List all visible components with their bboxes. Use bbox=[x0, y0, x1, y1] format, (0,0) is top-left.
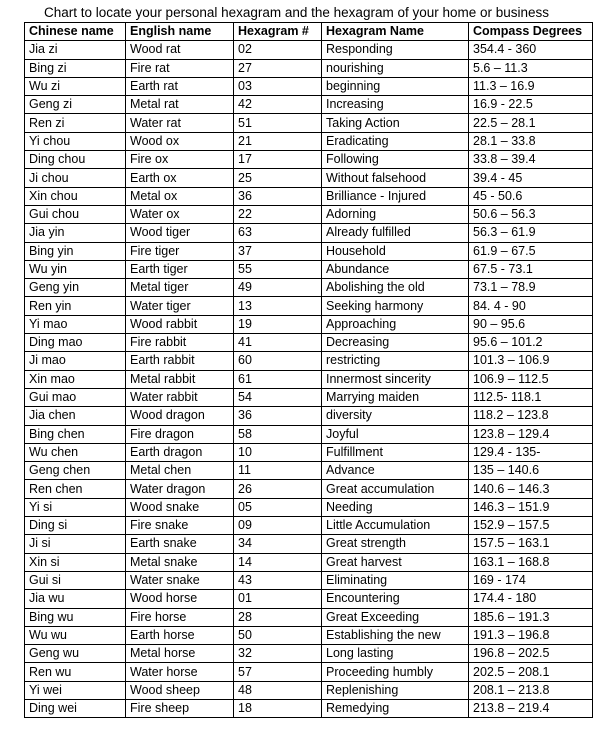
chinese-name-cell: Xin mao bbox=[25, 370, 126, 388]
hexagram-number-cell: 26 bbox=[234, 480, 322, 498]
compass-degrees-cell: 213.8 – 219.4 bbox=[469, 699, 593, 717]
hexagram-table bbox=[24, 22, 593, 718]
chinese-name-cell: Wu chen bbox=[25, 443, 126, 461]
table-row bbox=[25, 205, 593, 223]
chinese-name-cell: Bing wu bbox=[25, 608, 126, 626]
compass-degrees-cell: 169 - 174 bbox=[469, 571, 593, 589]
hexagram-name-cell: Needing bbox=[322, 498, 469, 516]
chinese-name-cell: Bing zi bbox=[25, 59, 126, 77]
table-row bbox=[25, 370, 593, 388]
hexagram-number-cell: 48 bbox=[234, 681, 322, 699]
chinese-name-cell: Ji si bbox=[25, 535, 126, 553]
table-row bbox=[25, 334, 593, 352]
hexagram-name-cell: Following bbox=[322, 151, 469, 169]
table-row bbox=[25, 59, 593, 77]
compass-degrees-cell: 208.1 – 213.8 bbox=[469, 681, 593, 699]
table-row bbox=[25, 443, 593, 461]
compass-degrees-cell: 202.5 – 208.1 bbox=[469, 663, 593, 681]
hexagram-number-cell: 25 bbox=[234, 169, 322, 187]
english-name-cell: Metal ox bbox=[126, 187, 234, 205]
compass-degrees-cell: 39.4 - 45 bbox=[469, 169, 593, 187]
hexagram-name-cell: Joyful bbox=[322, 425, 469, 443]
english-name-cell: Earth horse bbox=[126, 626, 234, 644]
english-name-cell: Water rabbit bbox=[126, 388, 234, 406]
hexagram-name-cell: Little Accumulation bbox=[322, 517, 469, 535]
english-name-cell: Fire snake bbox=[126, 517, 234, 535]
header-english-name: English name bbox=[126, 23, 234, 41]
chinese-name-cell: Yi wei bbox=[25, 681, 126, 699]
table-row bbox=[25, 535, 593, 553]
chinese-name-cell: Wu wu bbox=[25, 626, 126, 644]
chinese-name-cell: Yi chou bbox=[25, 132, 126, 150]
hexagram-name-cell: Abolishing the old bbox=[322, 279, 469, 297]
chinese-name-cell: Geng yin bbox=[25, 279, 126, 297]
english-name-cell: Earth ox bbox=[126, 169, 234, 187]
compass-degrees-cell: 61.9 – 67.5 bbox=[469, 242, 593, 260]
compass-degrees-cell: 56.3 – 61.9 bbox=[469, 224, 593, 242]
table-row bbox=[25, 41, 593, 59]
hexagram-number-cell: 51 bbox=[234, 114, 322, 132]
english-name-cell: Water tiger bbox=[126, 297, 234, 315]
hexagram-number-cell: 18 bbox=[234, 699, 322, 717]
table-row bbox=[25, 425, 593, 443]
hexagram-name-cell: nourishing bbox=[322, 59, 469, 77]
table-row bbox=[25, 169, 593, 187]
table-row bbox=[25, 260, 593, 278]
hexagram-name-cell: Approaching bbox=[322, 315, 469, 333]
hexagram-number-cell: 11 bbox=[234, 462, 322, 480]
chinese-name-cell: Yi si bbox=[25, 498, 126, 516]
chinese-name-cell: Bing yin bbox=[25, 242, 126, 260]
table-row bbox=[25, 132, 593, 150]
hexagram-name-cell: Encountering bbox=[322, 590, 469, 608]
hexagram-number-cell: 17 bbox=[234, 151, 322, 169]
english-name-cell: Wood dragon bbox=[126, 407, 234, 425]
hexagram-number-cell: 50 bbox=[234, 626, 322, 644]
compass-degrees-cell: 129.4 - 135- bbox=[469, 443, 593, 461]
chinese-name-cell: Xin si bbox=[25, 553, 126, 571]
compass-degrees-cell: 101.3 – 106.9 bbox=[469, 352, 593, 370]
english-name-cell: Water ox bbox=[126, 205, 234, 223]
table-row bbox=[25, 352, 593, 370]
table-row bbox=[25, 407, 593, 425]
hexagram-number-cell: 10 bbox=[234, 443, 322, 461]
chinese-name-cell: Ren zi bbox=[25, 114, 126, 132]
table-body bbox=[25, 41, 593, 718]
compass-degrees-cell: 95.6 – 101.2 bbox=[469, 334, 593, 352]
hexagram-name-cell: Replenishing bbox=[322, 681, 469, 699]
compass-degrees-cell: 28.1 – 33.8 bbox=[469, 132, 593, 150]
english-name-cell: Water dragon bbox=[126, 480, 234, 498]
hexagram-name-cell: Household bbox=[322, 242, 469, 260]
english-name-cell: Fire dragon bbox=[126, 425, 234, 443]
chinese-name-cell: Wu zi bbox=[25, 77, 126, 95]
compass-degrees-cell: 112.5- 118.1 bbox=[469, 388, 593, 406]
hexagram-name-cell: Proceeding humbly bbox=[322, 663, 469, 681]
hexagram-name-cell: Advance bbox=[322, 462, 469, 480]
hexagram-number-cell: 34 bbox=[234, 535, 322, 553]
hexagram-number-cell: 36 bbox=[234, 407, 322, 425]
hexagram-name-cell: diversity bbox=[322, 407, 469, 425]
hexagram-name-cell: Innermost sincerity bbox=[322, 370, 469, 388]
chinese-name-cell: Ren wu bbox=[25, 663, 126, 681]
table-row bbox=[25, 645, 593, 663]
hexagram-number-cell: 01 bbox=[234, 590, 322, 608]
english-name-cell: Wood horse bbox=[126, 590, 234, 608]
table-row bbox=[25, 297, 593, 315]
english-name-cell: Earth rabbit bbox=[126, 352, 234, 370]
english-name-cell: Metal snake bbox=[126, 553, 234, 571]
table-row bbox=[25, 242, 593, 260]
chinese-name-cell: Ding wei bbox=[25, 699, 126, 717]
english-name-cell: Earth rat bbox=[126, 77, 234, 95]
english-name-cell: Water snake bbox=[126, 571, 234, 589]
header-hexagram-number: Hexagram # bbox=[234, 23, 322, 41]
chinese-name-cell: Gui chou bbox=[25, 205, 126, 223]
hexagram-name-cell: Eradicating bbox=[322, 132, 469, 150]
hexagram-number-cell: 05 bbox=[234, 498, 322, 516]
hexagram-name-cell: Eliminating bbox=[322, 571, 469, 589]
hexagram-name-cell: Already fulfilled bbox=[322, 224, 469, 242]
english-name-cell: Wood sheep bbox=[126, 681, 234, 699]
hexagram-name-cell: Decreasing bbox=[322, 334, 469, 352]
compass-degrees-cell: 354.4 - 360 bbox=[469, 41, 593, 59]
hexagram-name-cell: Abundance bbox=[322, 260, 469, 278]
hexagram-name-cell: Marrying maiden bbox=[322, 388, 469, 406]
hexagram-name-cell: Taking Action bbox=[322, 114, 469, 132]
hexagram-name-cell: Increasing bbox=[322, 96, 469, 114]
hexagram-name-cell: restricting bbox=[322, 352, 469, 370]
table-row bbox=[25, 96, 593, 114]
table-row bbox=[25, 663, 593, 681]
hexagram-number-cell: 09 bbox=[234, 517, 322, 535]
english-name-cell: Metal rat bbox=[126, 96, 234, 114]
hexagram-number-cell: 03 bbox=[234, 77, 322, 95]
chinese-name-cell: Gui mao bbox=[25, 388, 126, 406]
english-name-cell: Water rat bbox=[126, 114, 234, 132]
chinese-name-cell: Geng chen bbox=[25, 462, 126, 480]
compass-degrees-cell: 5.6 – 11.3 bbox=[469, 59, 593, 77]
compass-degrees-cell: 135 – 140.6 bbox=[469, 462, 593, 480]
chinese-name-cell: Ding si bbox=[25, 517, 126, 535]
hexagram-name-cell: beginning bbox=[322, 77, 469, 95]
chinese-name-cell: Jia chen bbox=[25, 407, 126, 425]
chinese-name-cell: Ding chou bbox=[25, 151, 126, 169]
compass-degrees-cell: 146.3 – 151.9 bbox=[469, 498, 593, 516]
table-row bbox=[25, 480, 593, 498]
table-row bbox=[25, 388, 593, 406]
compass-degrees-cell: 140.6 – 146.3 bbox=[469, 480, 593, 498]
table-row bbox=[25, 77, 593, 95]
compass-degrees-cell: 11.3 – 16.9 bbox=[469, 77, 593, 95]
hexagram-number-cell: 55 bbox=[234, 260, 322, 278]
table-row bbox=[25, 553, 593, 571]
english-name-cell: Metal rabbit bbox=[126, 370, 234, 388]
hexagram-name-cell: Without falsehood bbox=[322, 169, 469, 187]
chinese-name-cell: Yi mao bbox=[25, 315, 126, 333]
table-row bbox=[25, 517, 593, 535]
hexagram-name-cell: Remedying bbox=[322, 699, 469, 717]
hexagram-number-cell: 28 bbox=[234, 608, 322, 626]
compass-degrees-cell: 16.9 - 22.5 bbox=[469, 96, 593, 114]
hexagram-number-cell: 21 bbox=[234, 132, 322, 150]
hexagram-number-cell: 58 bbox=[234, 425, 322, 443]
table-row bbox=[25, 626, 593, 644]
hexagram-number-cell: 22 bbox=[234, 205, 322, 223]
hexagram-name-cell: Great Exceeding bbox=[322, 608, 469, 626]
english-name-cell: Fire rabbit bbox=[126, 334, 234, 352]
english-name-cell: Earth snake bbox=[126, 535, 234, 553]
header-compass-degrees: Compass Degrees bbox=[469, 23, 593, 41]
english-name-cell: Wood rabbit bbox=[126, 315, 234, 333]
hexagram-name-cell: Great strength bbox=[322, 535, 469, 553]
chinese-name-cell: Gui si bbox=[25, 571, 126, 589]
english-name-cell: Metal chen bbox=[126, 462, 234, 480]
header-chinese-name: Chinese name bbox=[25, 23, 126, 41]
hexagram-number-cell: 14 bbox=[234, 553, 322, 571]
table-row bbox=[25, 699, 593, 717]
header-hexagram-name: Hexagram Name bbox=[322, 23, 469, 41]
hexagram-number-cell: 49 bbox=[234, 279, 322, 297]
compass-degrees-cell: 157.5 – 163.1 bbox=[469, 535, 593, 553]
table-row bbox=[25, 608, 593, 626]
hexagram-name-cell: Establishing the new bbox=[322, 626, 469, 644]
compass-degrees-cell: 185.6 – 191.3 bbox=[469, 608, 593, 626]
hexagram-number-cell: 60 bbox=[234, 352, 322, 370]
hexagram-number-cell: 43 bbox=[234, 571, 322, 589]
compass-degrees-cell: 50.6 – 56.3 bbox=[469, 205, 593, 223]
english-name-cell: Fire sheep bbox=[126, 699, 234, 717]
hexagram-number-cell: 27 bbox=[234, 59, 322, 77]
hexagram-name-cell: Fulfillment bbox=[322, 443, 469, 461]
hexagram-name-cell: Brilliance - Injured bbox=[322, 187, 469, 205]
english-name-cell: Fire horse bbox=[126, 608, 234, 626]
chinese-name-cell: Ren chen bbox=[25, 480, 126, 498]
hexagram-number-cell: 57 bbox=[234, 663, 322, 681]
hexagram-name-cell: Responding bbox=[322, 41, 469, 59]
compass-degrees-cell: 174.4 - 180 bbox=[469, 590, 593, 608]
hexagram-number-cell: 19 bbox=[234, 315, 322, 333]
compass-degrees-cell: 33.8 – 39.4 bbox=[469, 151, 593, 169]
compass-degrees-cell: 67.5 - 73.1 bbox=[469, 260, 593, 278]
english-name-cell: Metal horse bbox=[126, 645, 234, 663]
compass-degrees-cell: 191.3 – 196.8 bbox=[469, 626, 593, 644]
header-row bbox=[25, 23, 593, 41]
hexagram-name-cell: Great harvest bbox=[322, 553, 469, 571]
table-row bbox=[25, 681, 593, 699]
chinese-name-cell: Geng zi bbox=[25, 96, 126, 114]
english-name-cell: Fire rat bbox=[126, 59, 234, 77]
compass-degrees-cell: 123.8 – 129.4 bbox=[469, 425, 593, 443]
compass-degrees-cell: 152.9 – 157.5 bbox=[469, 517, 593, 535]
table-row bbox=[25, 590, 593, 608]
chart-caption: Chart to locate your personal hexagram and the hexagram of your home or business bbox=[44, 5, 550, 20]
chinese-name-cell: Ding mao bbox=[25, 334, 126, 352]
table-row bbox=[25, 224, 593, 242]
chinese-name-cell: Ji mao bbox=[25, 352, 126, 370]
chinese-name-cell: Jia wu bbox=[25, 590, 126, 608]
table-row bbox=[25, 279, 593, 297]
table-row bbox=[25, 151, 593, 169]
hexagram-number-cell: 37 bbox=[234, 242, 322, 260]
chinese-name-cell: Bing chen bbox=[25, 425, 126, 443]
chinese-name-cell: Ren yin bbox=[25, 297, 126, 315]
hexagram-name-cell: Great accumulation bbox=[322, 480, 469, 498]
chinese-name-cell: Jia zi bbox=[25, 41, 126, 59]
hexagram-number-cell: 41 bbox=[234, 334, 322, 352]
compass-degrees-cell: 90 – 95.6 bbox=[469, 315, 593, 333]
table-row bbox=[25, 462, 593, 480]
hexagram-number-cell: 02 bbox=[234, 41, 322, 59]
chinese-name-cell: Jia yin bbox=[25, 224, 126, 242]
hexagram-number-cell: 61 bbox=[234, 370, 322, 388]
table-row bbox=[25, 498, 593, 516]
english-name-cell: Wood ox bbox=[126, 132, 234, 150]
english-name-cell: Fire tiger bbox=[126, 242, 234, 260]
hexagram-number-cell: 36 bbox=[234, 187, 322, 205]
chinese-name-cell: Ji chou bbox=[25, 169, 126, 187]
hexagram-name-cell: Adorning bbox=[322, 205, 469, 223]
chinese-name-cell: Xin chou bbox=[25, 187, 126, 205]
compass-degrees-cell: 196.8 – 202.5 bbox=[469, 645, 593, 663]
hexagram-number-cell: 54 bbox=[234, 388, 322, 406]
hexagram-number-cell: 42 bbox=[234, 96, 322, 114]
english-name-cell: Earth dragon bbox=[126, 443, 234, 461]
compass-degrees-cell: 118.2 – 123.8 bbox=[469, 407, 593, 425]
chinese-name-cell: Geng wu bbox=[25, 645, 126, 663]
english-name-cell: Metal tiger bbox=[126, 279, 234, 297]
english-name-cell: Fire ox bbox=[126, 151, 234, 169]
english-name-cell: Wood tiger bbox=[126, 224, 234, 242]
compass-degrees-cell: 45 - 50.6 bbox=[469, 187, 593, 205]
table-row bbox=[25, 187, 593, 205]
english-name-cell: Wood snake bbox=[126, 498, 234, 516]
hexagram-number-cell: 32 bbox=[234, 645, 322, 663]
table-row bbox=[25, 571, 593, 589]
hexagram-number-cell: 63 bbox=[234, 224, 322, 242]
hexagram-name-cell: Long lasting bbox=[322, 645, 469, 663]
chinese-name-cell: Wu yin bbox=[25, 260, 126, 278]
compass-degrees-cell: 22.5 – 28.1 bbox=[469, 114, 593, 132]
table-row bbox=[25, 114, 593, 132]
compass-degrees-cell: 163.1 – 168.8 bbox=[469, 553, 593, 571]
compass-degrees-cell: 106.9 – 112.5 bbox=[469, 370, 593, 388]
compass-degrees-cell: 73.1 – 78.9 bbox=[469, 279, 593, 297]
hexagram-name-cell: Seeking harmony bbox=[322, 297, 469, 315]
hexagram-number-cell: 13 bbox=[234, 297, 322, 315]
english-name-cell: Wood rat bbox=[126, 41, 234, 59]
table-row bbox=[25, 315, 593, 333]
english-name-cell: Water horse bbox=[126, 663, 234, 681]
compass-degrees-cell: 84. 4 - 90 bbox=[469, 297, 593, 315]
english-name-cell: Earth tiger bbox=[126, 260, 234, 278]
